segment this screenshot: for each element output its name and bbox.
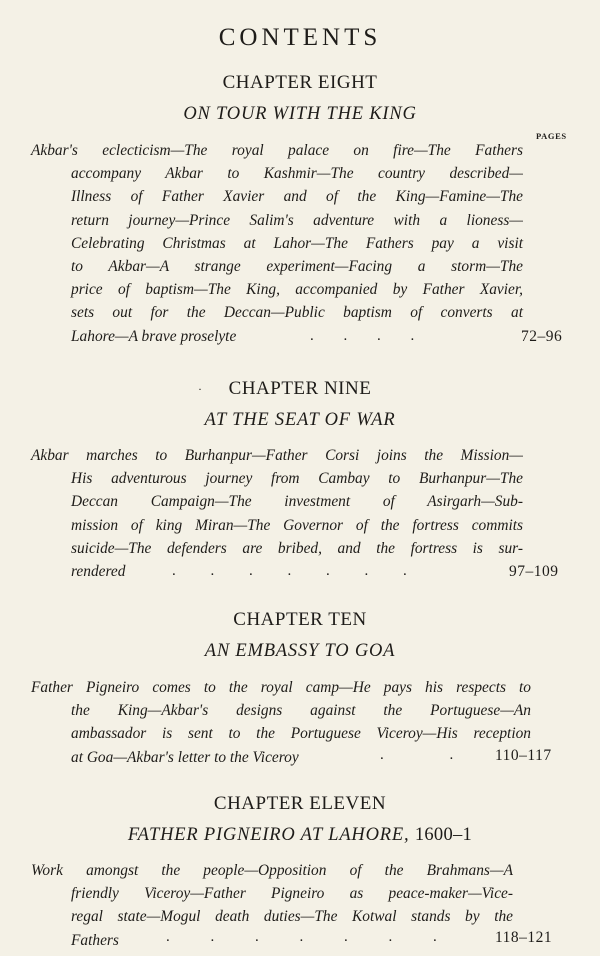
summary-line: Fathers	[71, 931, 119, 949]
summary-line: Deccan Campaign—The investment of Asirgarh—Sub-	[71, 493, 523, 511]
chapter-8-summary	[31, 139, 523, 348]
summary-line: rendered	[71, 562, 126, 580]
page-title: CONTENTS	[218, 24, 382, 51]
summary-line: sets out for the Deccan—Public baptism of converts at	[71, 304, 523, 322]
summary-line: Father Pigneiro comes to the royal camp—He pays his respects to	[31, 679, 531, 696]
dot-leaders: . . . . . . .	[166, 929, 437, 945]
chapter-10-pages: 110–117	[495, 747, 552, 764]
chapter-11-title-text: FATHER PIGNEIRO AT LAHORE,	[127, 825, 410, 845]
summary-line: at Goa—Akbar's letter to the Viceroy	[71, 748, 299, 766]
chapter-9-title: AT THE SEAT OF WAR	[204, 410, 396, 430]
chapter-9-pages: 97–109	[509, 563, 559, 580]
summary-line: price of baptism—The King, accompanied by Father Xavier,	[71, 281, 523, 299]
chapter-11-pages: 118–121	[495, 929, 553, 946]
pages-column-label: PAGES	[536, 131, 567, 141]
summary-line: Lahore—A brave proselyte	[71, 327, 237, 345]
summary-line: Akbar marches to Burhanpur—Father Corsi joins the Mission—	[31, 447, 523, 464]
summary-line: His adventurous journey from Cambay to Burhanpur—The	[71, 470, 523, 488]
summary-line: Work amongst the people—Opposition of the Brahmans—A	[31, 862, 513, 879]
summary-line: ambassador is sent to the Portuguese Viceroy—His reception	[71, 725, 531, 743]
summary-line: return journey—Prince Salim's adventure with a lioness—	[71, 211, 523, 229]
chapter-11-title	[0, 825, 600, 846]
chapter-9-heading: CHAPTER NINE	[228, 378, 372, 399]
chapter-11-heading: CHAPTER ELEVEN	[213, 793, 387, 814]
dot-leaders: . . . .	[310, 328, 415, 344]
summary-line: Akbar's eclecticism—The royal palace on fire—The Fathers	[31, 142, 523, 159]
summary-line: friendly Viceroy—Father Pigneiro as peace-maker—Vice-	[71, 885, 513, 903]
chapter-10-title: AN EMBASSY TO GOA	[204, 641, 396, 661]
summary-line: Illness of Father Xavier and of the King—Famine—The	[71, 188, 523, 206]
summary-line: the King—Akbar's designs against the Portuguese—An	[71, 702, 531, 720]
dot-leaders: . . . . . . .	[172, 563, 407, 579]
summary-line: regal state—Mogul death duties—The Kotwal stands by the	[71, 908, 513, 926]
chapter-10-heading: CHAPTER TEN	[233, 609, 367, 630]
dot-leaders: . .	[380, 747, 454, 763]
summary-line: suicide—The defenders are bribed, and the fortress is sur-	[71, 539, 523, 557]
decorative-dot: ·	[198, 382, 202, 396]
chapter-8-title: ON TOUR WITH THE KING	[183, 104, 417, 124]
summary-line: accompany Akbar to Kashmir—The country described—	[71, 165, 523, 183]
summary-line: mission of king Miran—The Governor of the fortress commits	[71, 516, 523, 534]
chapter-11-year: 1600–1	[414, 825, 473, 845]
chapter-8-heading: CHAPTER EIGHT	[222, 72, 378, 93]
summary-line: to Akbar—A strange experiment—Facing a storm—The	[71, 257, 523, 275]
chapter-8-pages: 72–96	[521, 328, 563, 345]
chapter-10-summary	[31, 676, 531, 769]
summary-line: Celebrating Christmas at Lahor—The Fathers pay a visit	[71, 234, 523, 252]
